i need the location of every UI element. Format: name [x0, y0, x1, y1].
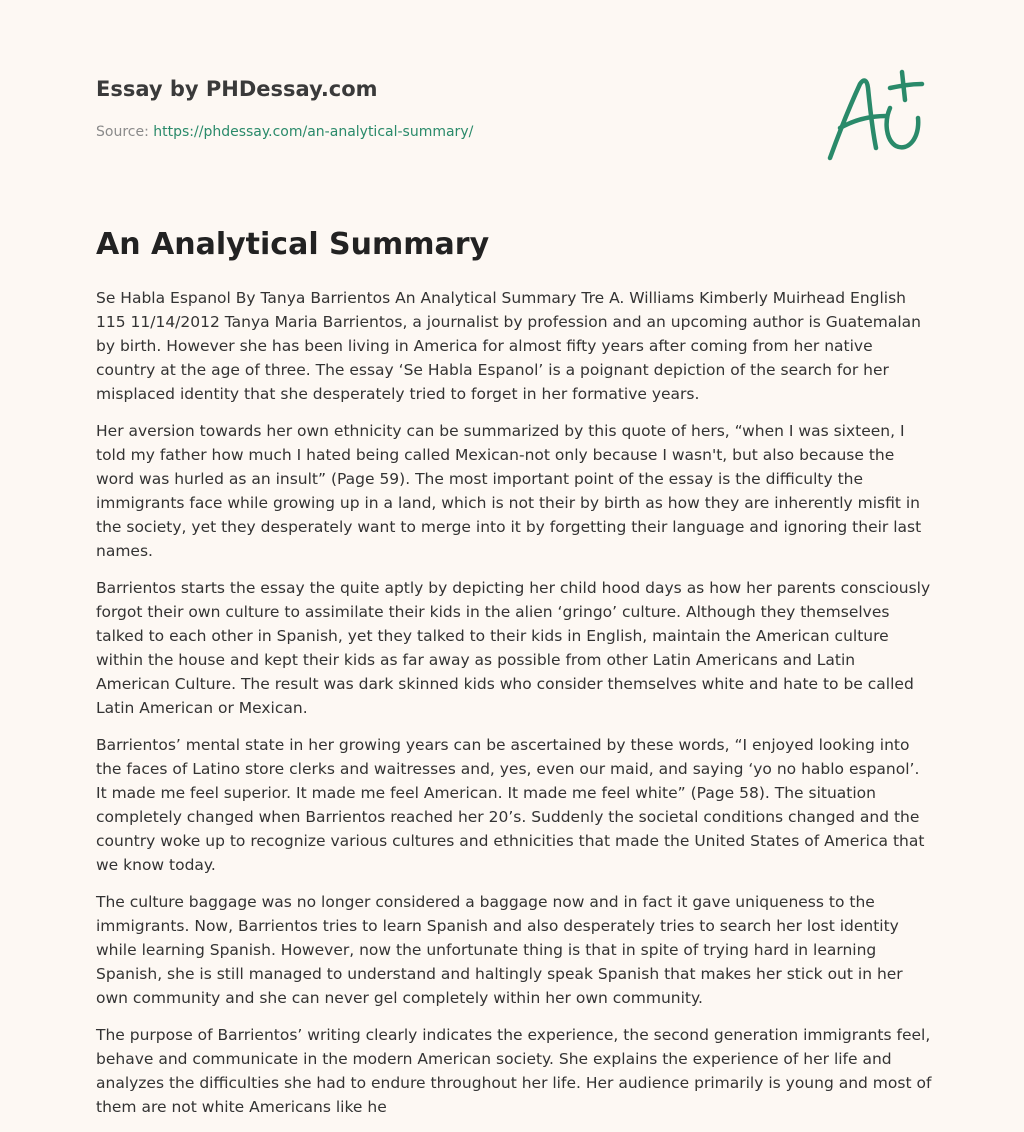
essay-title: An Analytical Summary [96, 227, 490, 262]
essay-paragraph: Se Habla Espanol By Tanya Barrientos An Analytical Summary Tre A. Williams Kimberly Muirhead English 115 11/14/2012 Tanya Maria Barrientos, a journalist by profession and an upcoming author is Guatemalan by birth. However she has been living in America for almost fifty years after coming from her native country at the age of three. The essay ‘Se Habla Espanol’ is a poignant depiction of the search for her misplaced identity that she desperately tried to forget in her formative years. [96, 289, 921, 403]
essay-body [96, 286, 932, 1132]
a-plus-logo-icon [824, 66, 928, 166]
essay-paragraph: Her aversion towards her own ethnicity can be summarized by this quote of hers, “when I was sixteen, I told my father how much I hated being called Mexican-not only because I wasn't, but also because the word was hurled as an insult” (Page 59). The most important point of the essay is the difficulty the immigrants face while growing up in a land, which is not their by birth as how they are inherently misfit in the society, yet they desperately want to merge into it by forgetting their language and ignoring their last names. [96, 422, 922, 560]
essay-paragraph: Barrientos’ mental state in her growing years can be ascertained by these words, “I enjoyed looking into the faces of Latino store clerks and waitresses and, yes, even our maid, and saying ‘yo no hablo espanol’. It made me feel superior. It made me feel American. It made me feel white” (Page 58). The situation completely changed when Barrientos reached her 20’s. Suddenly the societal conditions changed and the country woke up to recognize various cultures and ethnicities that made the United States of America that we know today. [96, 736, 925, 874]
page-header [96, 74, 796, 142]
source-label: Source: [96, 124, 149, 140]
essay-paragraph: The culture baggage was no longer considered a baggage now and in fact it gave uniqueness to the immigrants. Now, Barrientos tries to learn Spanish and also desperately tries to search her lost identity while learning Spanish. However, now the unfortunate thing is that in spite of trying hard in learning Spanish, she is still managed to understand and haltingly speak Spanish that makes her stick out in her own community and she can never gel completely within her own community. [96, 893, 903, 1007]
essay-paragraph: The purpose of Barrientos’ writing clearly indicates the experience, the second generation immigrants feel, behave and communicate in the modern American society. She explains the experience of her life and analyzes the difficulties she had to endure throughout her life. Her audience primarily is young and most of them are not white Americans like he [96, 1026, 932, 1116]
source-link[interactable]: https://phdessay.com/an-analytical-summary/ [153, 124, 474, 140]
site-title: Essay by PHDessay.com [96, 77, 378, 101]
essay-paragraph: Barrientos starts the essay the quite aptly by depicting her child hood days as how her parents consciously forgot their own culture to assimilate their kids in the alien ‘gringo’ culture. Although they themselves talked to each other in Spanish, yet they talked to their kids in English, maintain the American culture within the house and kept their kids as far away as possible from other Latin Americans and Latin American Culture. The result was dark skinned kids who consider themselves white and hate to be called Latin American or Mexican. [96, 579, 931, 717]
source-line [96, 122, 796, 142]
